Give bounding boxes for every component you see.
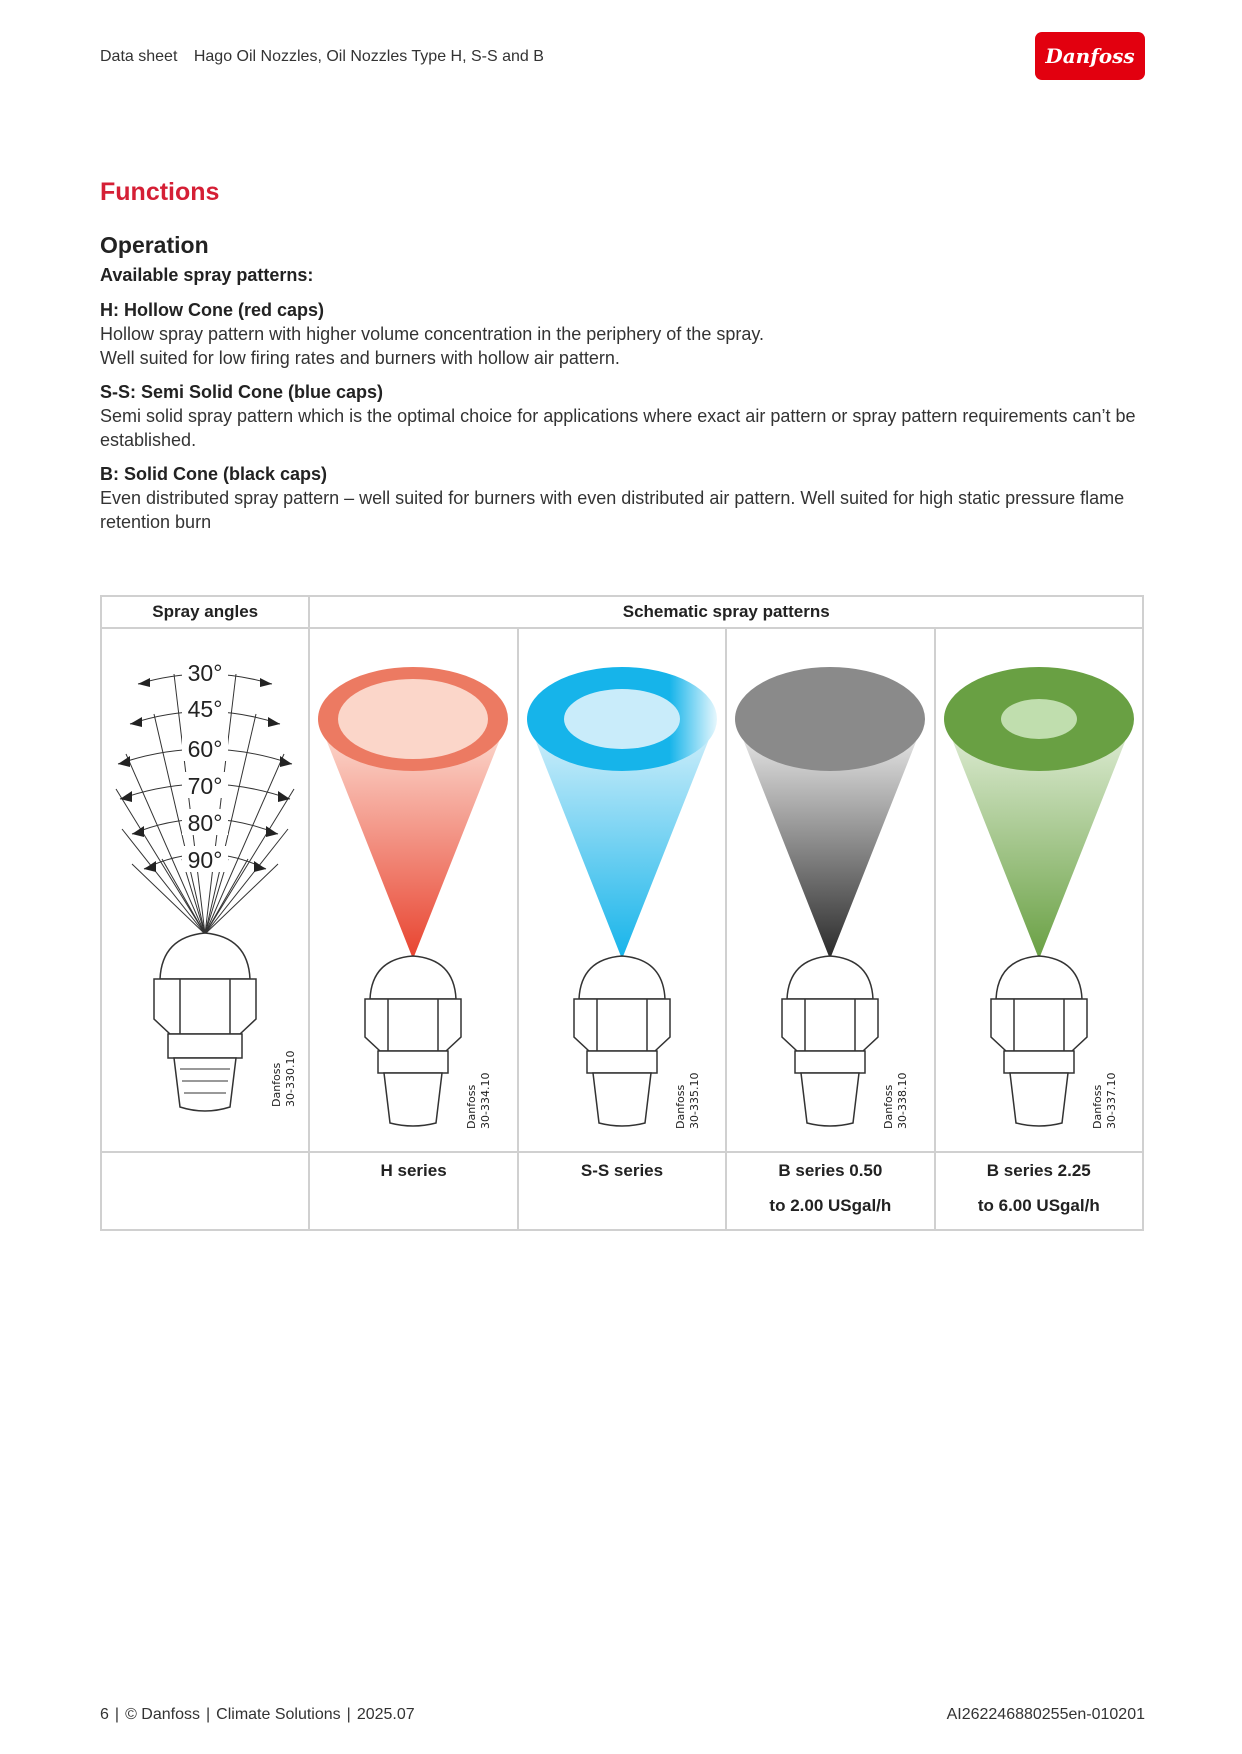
doc-title: Hago Oil Nozzles, Oil Nozzles Type H, S-S and B <box>193 48 544 65</box>
ss-series-cell <box>518 628 726 1152</box>
pattern-b <box>100 462 1145 534</box>
spray-pattern-table <box>100 595 1144 1231</box>
nozzle-icon <box>365 956 461 1126</box>
operation-heading: Operation <box>100 232 209 258</box>
figure-brand: Danfoss <box>882 1084 896 1129</box>
b-series-large-cell <box>935 628 1143 1152</box>
caption-line: H series <box>380 1161 447 1180</box>
operation-subheading: Available spray patterns: <box>100 265 314 285</box>
figure-row <box>101 628 1143 1152</box>
caption-line: S-S series <box>580 1161 664 1180</box>
caption-cell <box>101 1152 309 1230</box>
table-header-row <box>101 596 1143 628</box>
division: Climate Solutions <box>216 1706 341 1723</box>
page-number: 6 <box>100 1706 109 1723</box>
date: 2025.07 <box>356 1706 415 1723</box>
pattern-desc: Semi solid spray pattern which is the optimal choice for applications where exact air pattern or spray pattern requirements can’t be established. <box>100 406 1136 450</box>
caption-line: B series 0.50 <box>778 1161 883 1180</box>
angle-label-90: 90° <box>187 847 223 873</box>
h-series-diagram <box>310 629 516 1149</box>
spray-angles-cell <box>101 628 309 1152</box>
angle-label-30: 30° <box>187 660 223 686</box>
figure-brand: Danfoss <box>1090 1084 1104 1129</box>
angle-label-60: 60° <box>187 736 223 762</box>
pattern-title: B: Solid Cone (black caps) <box>100 464 328 484</box>
copyright: © Danfoss <box>125 1706 200 1723</box>
caption-cell <box>518 1152 726 1230</box>
h-series-cell <box>309 628 517 1152</box>
angle-label-45: 45° <box>187 696 223 722</box>
nozzle-icon <box>782 956 878 1126</box>
danfoss-logo <box>1035 32 1145 80</box>
b-series-large-diagram <box>936 629 1142 1149</box>
b-series-small-cell <box>726 628 934 1152</box>
caption-row <box>101 1152 1143 1230</box>
angle-label-70: 70° <box>187 773 223 799</box>
caption-line: to 2.00 USgal/h <box>769 1196 892 1215</box>
doc-type: Data sheet <box>100 48 178 65</box>
page-header <box>100 48 544 66</box>
angle-label-80: 80° <box>187 810 223 836</box>
caption-cell <box>726 1152 934 1230</box>
figure-code: 30-330.10 <box>284 1050 297 1107</box>
figure-brand: Danfoss <box>673 1084 687 1129</box>
figure-code: 30-334.10 <box>479 1072 493 1129</box>
spray-angles-diagram <box>102 629 308 1149</box>
pattern-h <box>100 298 1145 370</box>
logo-text: Danfoss <box>1045 44 1135 68</box>
pattern-ss <box>100 380 1145 452</box>
caption-cell <box>935 1152 1143 1230</box>
caption-line: B series 2.25 <box>986 1161 1091 1180</box>
nozzle-icon <box>991 956 1087 1126</box>
pattern-desc: Well suited for low firing rates and burners with hollow air pattern. <box>100 348 620 368</box>
operation-section <box>100 232 1145 544</box>
figure-brand: Danfoss <box>465 1084 479 1129</box>
nozzle-icon <box>154 933 256 1111</box>
figure-brand: Danfoss <box>270 1062 283 1107</box>
caption-line: to 6.00 USgal/h <box>977 1196 1100 1215</box>
header-spray-angles: Spray angles <box>101 596 309 628</box>
figure-code: 30-335.10 <box>687 1072 701 1129</box>
b-series-small-diagram <box>727 629 933 1149</box>
caption-cell <box>309 1152 517 1230</box>
pattern-desc: Hollow spray pattern with higher volume concentration in the periphery of the spray. <box>100 324 765 344</box>
nozzle-icon <box>574 956 670 1126</box>
header-schematic-patterns: Schematic spray patterns <box>309 596 1143 628</box>
doc-id: AI262246880255en-010201 <box>946 1706 1145 1723</box>
pattern-title: S-S: Semi Solid Cone (blue caps) <box>100 382 384 402</box>
ss-series-diagram <box>519 629 725 1149</box>
figure-code: 30-337.10 <box>1104 1072 1118 1129</box>
figure-code: 30-338.10 <box>896 1072 910 1129</box>
page-footer: 6 | © Danfoss | Climate Solutions | 2025.07 <box>100 1706 415 1723</box>
pattern-title: H: Hollow Cone (red caps) <box>100 300 325 320</box>
section-title: Functions <box>100 178 220 206</box>
pattern-desc: Even distributed spray pattern – well suited for burners with even distributed air pattern. Well suited for high static pressure flame retention burn <box>100 488 1125 532</box>
